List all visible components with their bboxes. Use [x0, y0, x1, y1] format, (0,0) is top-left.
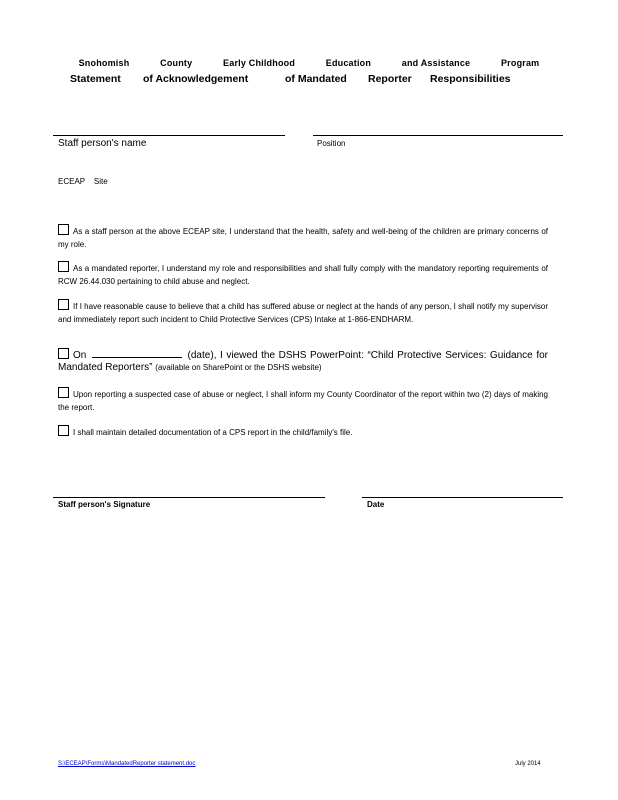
acknowledgement-item [58, 261, 548, 288]
item-text: Upon reporting a suspected case of abuse or neglect, I shall inform my County Coordinator of the report within two (2) days of making the report. [58, 390, 548, 412]
title-word: Reporter [368, 73, 412, 85]
header-word: Education [325, 58, 372, 68]
item-text: As a staff person at the above ECEAP site, I understand that the health, safety and well-being of the children are primary concerns of my role. [58, 227, 548, 249]
header-word: Early Childhood [223, 58, 296, 68]
date-label: Date [367, 500, 385, 509]
header-word: and Assistance [401, 58, 471, 68]
date-line[interactable] [362, 497, 563, 498]
dshs-suffix: (available on SharePoint or the DSHS website) [155, 363, 322, 372]
title-word: of Mandated [285, 73, 347, 85]
signature-line[interactable] [53, 497, 325, 498]
dshs-prefix: On [73, 350, 87, 361]
acknowledgement-item [58, 387, 548, 414]
checkbox[interactable] [58, 224, 69, 235]
checkbox[interactable] [58, 299, 69, 310]
item-text: If I have reasonable cause to believe that a child has suffered abuse or neglect at the hands of any person, I shall notify my supervisor and immediately report such incident to Child Protective Services (CPS) Intake at 1-866-ENDHARM. [58, 302, 548, 324]
footer-date: July 2014 [515, 761, 541, 767]
title-word: of Acknowledgement [143, 73, 249, 85]
position-line[interactable] [313, 135, 563, 136]
checkbox[interactable] [58, 348, 69, 359]
title-word: Responsibilities [430, 73, 511, 85]
dshs-text: (date), I viewed the DSHS PowerPoint: “Child Protective Services: Guidance for Mandated Reporters” [58, 350, 549, 373]
date-blank[interactable] [92, 349, 182, 358]
acknowledgement-item [58, 425, 548, 439]
header-org-line [0, 58, 618, 68]
checkbox[interactable] [58, 261, 69, 272]
acknowledgement-item [58, 224, 548, 251]
title-word: Statement [70, 73, 121, 85]
header-word: County [160, 58, 193, 68]
position-label: Position [317, 139, 346, 148]
item-text: As a mandated reporter, I understand my role and responsibilities and shall fully comply with the mandatory reporting requirements of RCW 26.44.030 pertaining to child abuse and neglect. [58, 264, 548, 286]
eceap-site-label: ECEAP Site [58, 177, 108, 186]
checkbox[interactable] [58, 387, 69, 398]
staff-name-label: Staff person's name [58, 138, 147, 149]
header-word: Program [500, 58, 540, 68]
acknowledgement-item [58, 348, 548, 374]
staff-name-line[interactable] [53, 135, 285, 136]
signature-label: Staff person's Signature [58, 500, 151, 509]
header-word: Snohomish [78, 58, 130, 68]
checkbox[interactable] [58, 425, 69, 436]
item-text: I shall maintain detailed documentation of a CPS report in the child/family's file. [73, 428, 353, 437]
footer-file-path[interactable]: S:\ECEAP\Forms\MandatedReporter statement.doc [58, 761, 196, 767]
acknowledgement-item [58, 299, 548, 326]
